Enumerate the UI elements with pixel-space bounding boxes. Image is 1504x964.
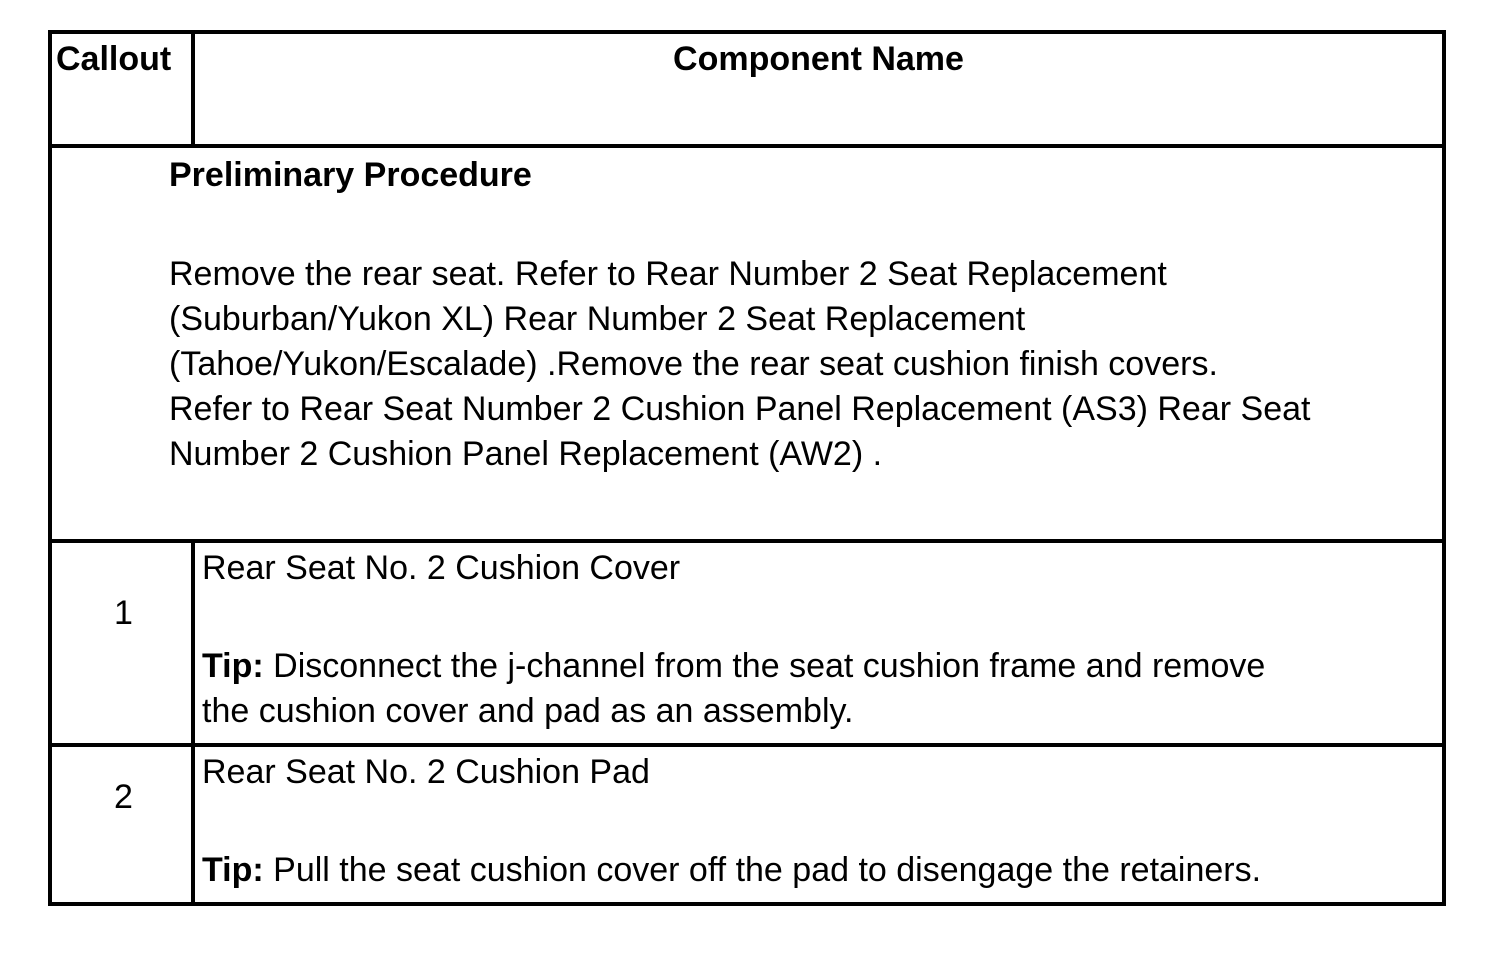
row-tip bbox=[202, 644, 1265, 734]
preliminary-line: Refer to Rear Seat Number 2 Cushion Panel Replacement (AS3) Rear Seat bbox=[169, 390, 1311, 428]
preliminary-divider bbox=[52, 539, 1442, 543]
tip-label: Tip: bbox=[202, 647, 264, 685]
preliminary-line: (Suburban/Yukon XL) Rear Number 2 Seat Replacement bbox=[169, 300, 1026, 338]
preliminary-line: (Tahoe/Yukon/Escalade) .Remove the rear seat cushion finish covers. bbox=[169, 345, 1218, 383]
tip-text: Pull the seat cushion cover off the pad to disengage the retainers. bbox=[263, 851, 1262, 889]
row-callout: 2 bbox=[114, 778, 133, 816]
row-tip bbox=[202, 848, 1261, 893]
row-callout: 1 bbox=[114, 594, 133, 632]
preliminary-title: Preliminary Procedure bbox=[169, 156, 532, 194]
preliminary-line: Remove the rear seat. Refer to Rear Number 2 Seat Replacement bbox=[169, 255, 1167, 293]
preliminary-line: Number 2 Cushion Panel Replacement (AW2) . bbox=[169, 435, 883, 473]
row-component-name: Rear Seat No. 2 Cushion Cover bbox=[202, 549, 681, 587]
tip-label: Tip: bbox=[202, 851, 264, 889]
header-callout: Callout bbox=[56, 40, 172, 78]
tip-line bbox=[202, 644, 1265, 689]
header-component-name: Component Name bbox=[673, 40, 964, 78]
row1-divider bbox=[52, 743, 1442, 747]
rows-column-divider bbox=[191, 539, 195, 902]
component-table bbox=[48, 30, 1446, 906]
tip-text: Disconnect the j-channel from the seat cushion frame and remove bbox=[263, 647, 1266, 685]
row-component-name: Rear Seat No. 2 Cushion Pad bbox=[202, 753, 650, 791]
tip-line bbox=[202, 848, 1261, 893]
tip-line: the cushion cover and pad as an assembly. bbox=[202, 692, 854, 730]
preliminary-text bbox=[169, 252, 1439, 477]
header-divider bbox=[52, 144, 1442, 148]
